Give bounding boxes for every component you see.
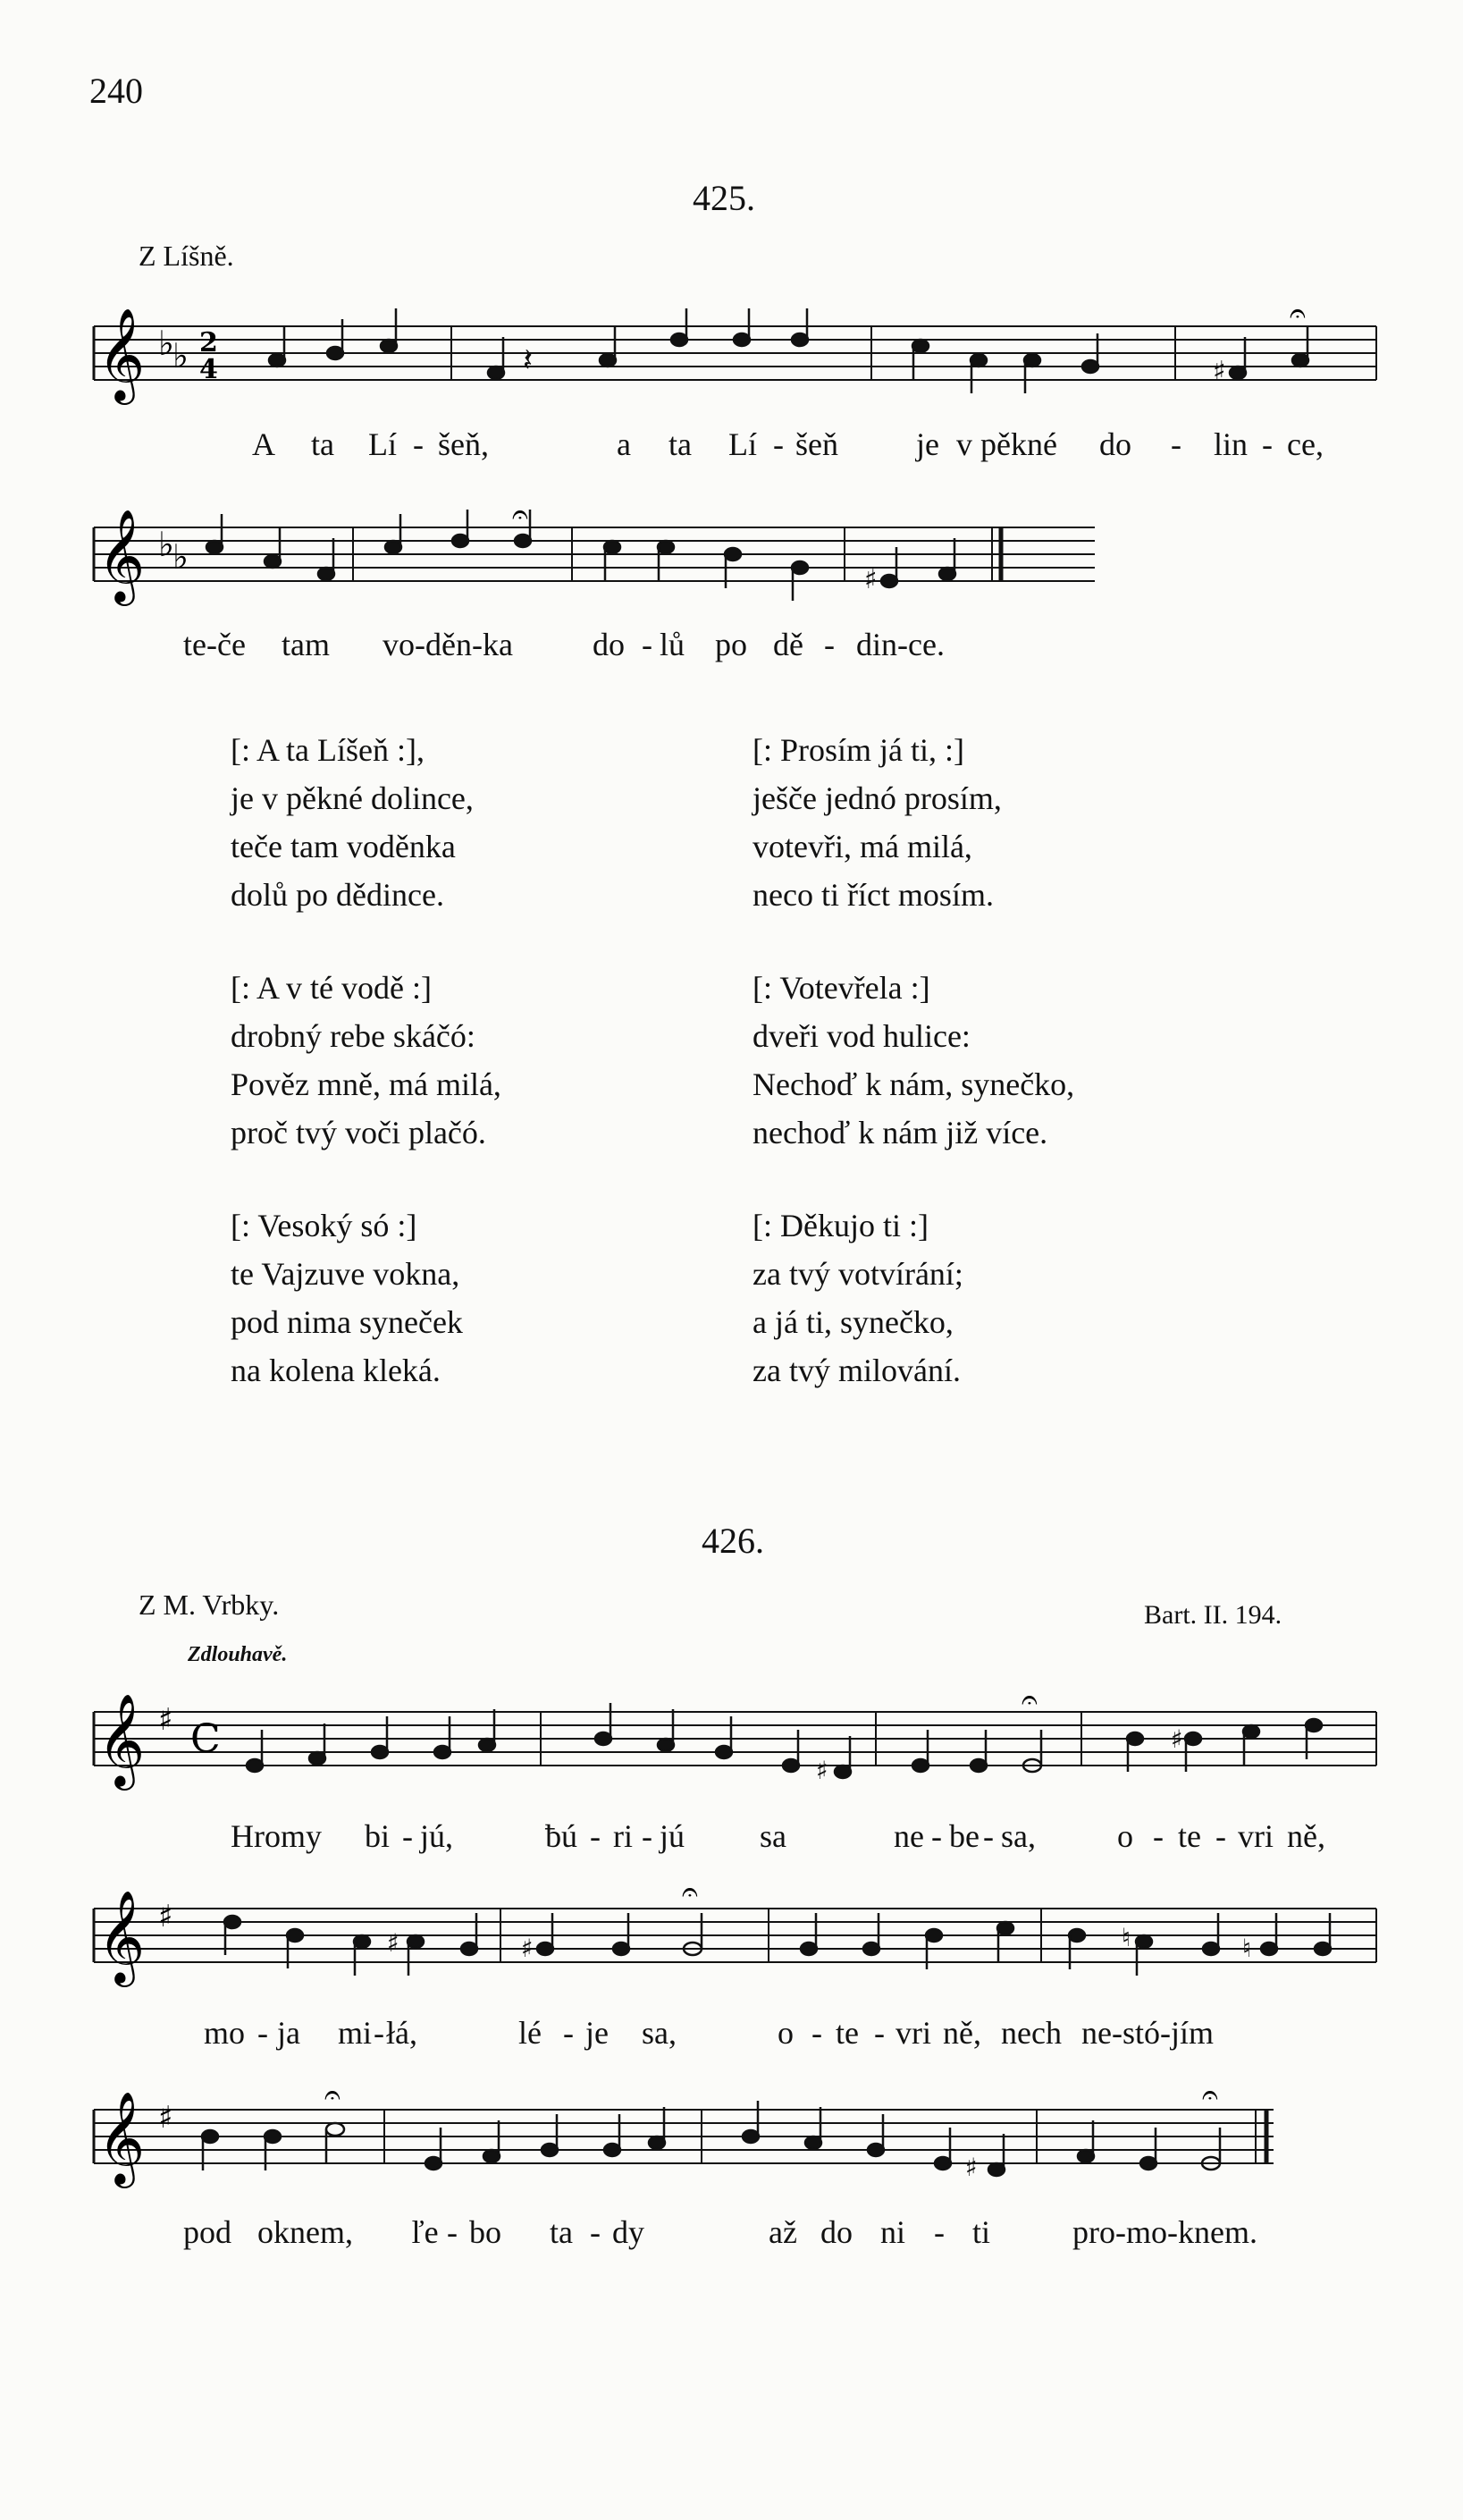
lyric-syllable: -	[811, 2015, 822, 2051]
lyric-syllable: -	[1171, 426, 1181, 462]
verse-line: na kolena kleká.	[231, 1353, 441, 1388]
lyric-syllable: do	[820, 2214, 853, 2250]
lyric-syllable: mo	[204, 2015, 246, 2051]
verse-line: neco ti říct mosím.	[753, 877, 994, 913]
lyric-syllable: -	[934, 2214, 945, 2250]
verse-column-left	[231, 726, 501, 1395]
verse-line: proč tvý voči plačó.	[231, 1115, 486, 1150]
lyric-syllable: be	[949, 1818, 980, 1854]
svg-text:𝄞: 𝄞	[97, 509, 146, 603]
lyric-syllable: -	[642, 627, 652, 662]
svg-text:𝄐: 𝄐	[512, 497, 528, 531]
music-staff	[85, 1875, 1390, 1998]
lyric-syllable: o	[778, 2015, 794, 2051]
lyric-syllable: -	[402, 1818, 413, 1854]
svg-text:4: 4	[199, 354, 218, 385]
svg-text:♯: ♯	[1171, 1724, 1183, 1754]
lyric-syllable: je	[585, 2015, 609, 2051]
svg-text:𝄐: 𝄐	[324, 2078, 341, 2111]
lyric-syllable: sa,	[1001, 1818, 1036, 1854]
verse-line: za tvý votvírání;	[753, 1256, 963, 1292]
lyrics-line	[0, 626, 1463, 670]
svg-text:𝄞: 𝄞	[97, 1693, 146, 1787]
lyric-syllable: tam	[282, 627, 330, 662]
svg-text:𝄐: 𝄐	[1290, 296, 1306, 330]
verse-column-right	[753, 726, 1074, 1395]
lyrics-line	[0, 2014, 1463, 2059]
lyric-syllable: -	[257, 2015, 268, 2051]
verse-line: nechoď k nám již více.	[753, 1115, 1048, 1150]
verse-line: pod nima syneček	[231, 1304, 463, 1340]
lyric-syllable: šeň,	[438, 426, 489, 462]
verse-line: dolů po dědince.	[231, 877, 444, 913]
svg-text:♯: ♯	[387, 1928, 399, 1958]
svg-text:♭: ♭	[172, 336, 189, 375]
lyric-syllable: vo-děn-ka	[383, 627, 513, 662]
lyric-syllable: -	[1215, 1818, 1226, 1854]
lyric-syllable: vri	[895, 2015, 931, 2051]
lyric-syllable: te-če	[183, 627, 246, 662]
lyric-syllable: v pěkné	[956, 426, 1057, 462]
lyric-syllable: -	[642, 1818, 652, 1854]
verse-line: [: Vesoký só :]	[231, 1208, 417, 1243]
svg-text:2: 2	[199, 327, 218, 358]
svg-text:♯: ♯	[158, 1702, 173, 1738]
lyric-syllable: je	[916, 426, 939, 462]
verse-line: te Vajzuve vokna,	[231, 1256, 460, 1292]
lyric-syllable: ľe	[411, 2214, 439, 2250]
svg-text:𝄐: 𝄐	[1022, 1682, 1038, 1716]
verse-line: ješče jednó prosím,	[753, 780, 1002, 816]
lyric-syllable: dě	[773, 627, 803, 662]
lyric-syllable: ně,	[943, 2015, 981, 2051]
verse-line: [: Děkujo ti :]	[753, 1208, 929, 1243]
lyric-syllable: -	[1153, 1818, 1164, 1854]
lyric-syllable: ne-stó-jím	[1081, 2015, 1214, 2051]
music-staff	[85, 2078, 1300, 2199]
lyric-syllable: pod	[183, 2214, 231, 2250]
lyric-syllable: do	[1099, 426, 1131, 462]
lyric-syllable: -	[374, 2015, 384, 2051]
lyric-syllable: -	[590, 1818, 601, 1854]
lyric-syllable: Hromy	[231, 1818, 322, 1854]
lyric-syllable: din-ce.	[856, 627, 945, 662]
lyric-syllable: te	[1178, 1818, 1201, 1854]
svg-text:𝄐: 𝄐	[682, 1875, 698, 1909]
lyric-syllable: ni	[880, 2214, 906, 2250]
lyric-syllable: oknem,	[257, 2214, 353, 2250]
verse-line: [: Votevřela :]	[753, 970, 930, 1006]
music-staff	[85, 296, 1390, 416]
lyric-syllable: ce,	[1287, 426, 1324, 462]
lyric-syllable: po	[715, 627, 747, 662]
svg-text:♯: ♯	[158, 2100, 173, 2136]
lyric-syllable: -	[563, 2015, 574, 2051]
lyric-syllable: ta	[550, 2214, 573, 2250]
lyric-syllable: ja	[277, 2015, 300, 2051]
lyric-syllable: sa	[760, 1818, 786, 1854]
lyric-syllable: -	[874, 2015, 885, 2051]
lyric-syllable: ƀú	[545, 1818, 577, 1854]
lyric-syllable: A	[252, 426, 275, 462]
lyric-syllable: ta	[668, 426, 692, 462]
song-number: 425.	[693, 178, 755, 218]
song-origin: Z Líšně.	[139, 240, 234, 272]
lyric-syllable: ti	[972, 2214, 991, 2250]
verse-line: drobný rebe skáčó:	[231, 1018, 475, 1054]
music-staff	[85, 497, 1122, 617]
lyric-syllable: sa,	[642, 2015, 677, 2051]
verse-line: [: Prosím já ti, :]	[753, 732, 964, 768]
svg-text:𝄽: 𝄽	[523, 342, 534, 379]
lyric-syllable: jú	[660, 1818, 685, 1854]
lyrics-line	[0, 426, 1463, 470]
lyric-syllable: bo	[469, 2214, 501, 2250]
svg-text:𝄞: 𝄞	[97, 308, 146, 401]
verse-line: Pověz mně, má milá,	[231, 1066, 501, 1102]
lyrics-line	[0, 1817, 1463, 1862]
lyric-syllable: -	[931, 1818, 942, 1854]
lyric-syllable: lé	[518, 2015, 542, 2051]
song-number: 426.	[702, 1521, 764, 1561]
svg-text:𝄞: 𝄞	[97, 2091, 146, 2185]
lyric-syllable: bi	[365, 1818, 391, 1854]
lyric-syllable: dy	[612, 2214, 644, 2250]
lyric-syllable: ne	[894, 1818, 924, 1854]
lyric-syllable: mi	[338, 2015, 373, 2051]
svg-text:♯: ♯	[816, 1756, 828, 1785]
svg-text:𝄞: 𝄞	[97, 1890, 146, 1984]
lyric-syllable: ně,	[1287, 1818, 1325, 1854]
lyric-syllable: ta	[311, 426, 334, 462]
svg-text:♭: ♭	[158, 525, 174, 564]
svg-text:C: C	[190, 1716, 221, 1762]
lyric-syllable: a	[617, 426, 631, 462]
lyric-syllable: Lí	[728, 426, 757, 462]
lyric-syllable: ri	[613, 1818, 633, 1854]
lyric-syllable: -	[824, 627, 835, 662]
lyric-syllable: nech	[1001, 2015, 1062, 2051]
lyric-syllable: -	[590, 2214, 601, 2250]
music-staff	[85, 1682, 1390, 1797]
svg-text:♯: ♯	[864, 564, 878, 595]
lyric-syllable: łá,	[386, 2015, 417, 2051]
lyric-syllable: vri	[1238, 1818, 1274, 1854]
lyric-syllable: lů	[660, 627, 685, 662]
verse-line: a já ti, synečko,	[753, 1304, 954, 1340]
lyric-syllable: -	[413, 426, 424, 462]
lyric-syllable: šeň	[795, 426, 838, 462]
svg-text:♭: ♭	[172, 537, 189, 577]
verse-line: teče tam voděnka	[231, 829, 456, 864]
verse-line: [: A v té vodě :]	[231, 970, 432, 1006]
svg-text:♯: ♯	[521, 1934, 534, 1963]
lyrics-line	[0, 2213, 1463, 2258]
lyric-syllable: te	[836, 2015, 859, 2051]
svg-text:♯: ♯	[1213, 356, 1226, 387]
verse-line: za tvý milování.	[753, 1353, 961, 1388]
verse-line: je v pěkné dolince,	[231, 780, 474, 816]
lyric-syllable: pro-mo-knem.	[1072, 2214, 1257, 2250]
page-number: 240	[89, 71, 143, 111]
verse-line: [: A ta Líšeň :],	[231, 732, 425, 768]
svg-text:♯: ♯	[158, 1899, 173, 1934]
svg-text:♯: ♯	[965, 2153, 978, 2182]
tempo-marking: Zdlouhavě.	[188, 1643, 288, 1666]
lyric-syllable: -	[773, 426, 784, 462]
verse-line: votevři, má milá,	[753, 829, 972, 864]
lyric-syllable: lin	[1214, 426, 1249, 462]
svg-text:♮: ♮	[1242, 1934, 1252, 1963]
lyric-syllable: do	[593, 627, 625, 662]
lyric-syllable: jú,	[420, 1818, 454, 1854]
lyric-syllable: Lí	[368, 426, 397, 462]
verse-line: dveři vod hulice:	[753, 1018, 971, 1054]
lyric-syllable: -	[447, 2214, 458, 2250]
lyric-syllable: -	[983, 1818, 994, 1854]
lyric-syllable: o	[1117, 1818, 1133, 1854]
svg-text:𝄐: 𝄐	[1202, 2078, 1218, 2111]
song-origin: Z M. Vrbky.	[139, 1589, 280, 1621]
svg-text:♮: ♮	[1122, 1923, 1131, 1952]
lyric-syllable: -	[1262, 426, 1273, 462]
lyric-syllable: až	[769, 2214, 797, 2250]
svg-text:♭: ♭	[158, 324, 174, 363]
source-reference: Bart. II. 194.	[1144, 1600, 1282, 1630]
verse-line: Nechoď k nám, synečko,	[753, 1066, 1075, 1102]
